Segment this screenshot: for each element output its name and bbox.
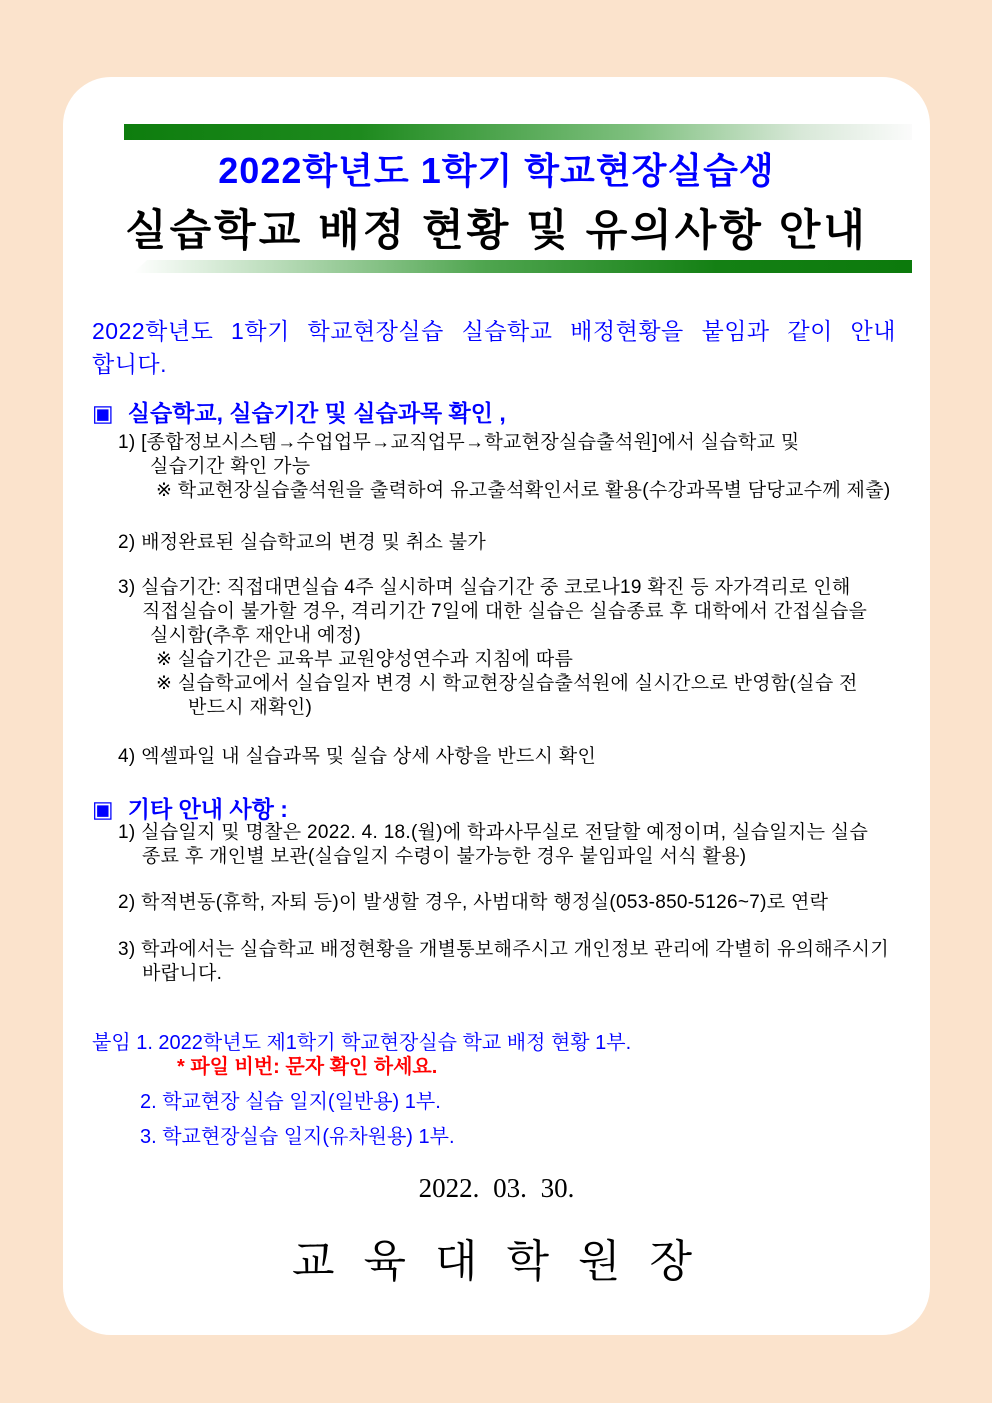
notice-line: 직접실습이 불가할 경우, 격리기간 7일에 대한 실습은 실습종료 후 대학에서 간접실습을: [142, 601, 868, 622]
attachment-line-3-block: [92, 1125, 904, 1149]
notice-line: ※ 학교현장실습출석원을 출력하여 유고출석확인서로 활용(수강과목별 담당교수께 제출): [156, 480, 891, 501]
other-item-3: [92, 938, 904, 986]
notice-line: 반드시 재확인): [188, 697, 313, 718]
notice-line: 바랍니다.: [142, 963, 223, 984]
other-item-1: [92, 821, 904, 869]
list-item-3: [92, 576, 904, 720]
notice-line: 2) 배정완료된 실습학교의 변경 및 취소 불가: [118, 532, 487, 553]
other-item-2: [92, 891, 904, 915]
square-bullet-icon: ▣: [92, 796, 114, 822]
document-title-line1: 2022학년도 1학기 학교현장실습생: [218, 150, 775, 191]
notice-document-page: [63, 77, 930, 1335]
attachment-line-1: 붙임 1. 2022학년도 제1학기 학교현장실습 학교 배정 현황 1부.: [92, 1032, 632, 1054]
notice-line: 1) [종합정보시스템→수업업무→교직업무→학교현장실습출석원]에서 실습학교 및: [118, 432, 800, 453]
section-heading-practice-check: [92, 395, 904, 428]
section-heading-other-info: [92, 791, 904, 824]
notice-line: ※ 실습학교에서 실습일자 변경 시 학교현장실습출석원에 실시간으로 반영함(실습 전: [156, 673, 858, 694]
list-item-2: [92, 531, 904, 555]
notice-line: 종료 후 개인별 보관(실습일지 수령이 불가능한 경우 붙임파일 서식 활용): [142, 846, 747, 867]
notice-line: 3) 학과에서는 실습학교 배정현황을 개별통보해주시고 개인정보 관리에 각별히 유의해주시기: [118, 939, 889, 960]
document-date: 2022. 03. 30.: [418, 1173, 575, 1203]
notice-line: 실습기간 확인 가능: [150, 456, 311, 477]
green-divider-bottom: [133, 260, 912, 273]
notice-line: 1) 실습일지 및 명찰은 2022. 4. 18.(월)에 학과사무실로 전달할 예정이며, 실습일지는 실습: [118, 822, 869, 843]
list-item-1: [92, 431, 904, 503]
intro-paragraph: [92, 315, 904, 381]
file-password-note: * 파일 비번: 문자 확인 하세요.: [177, 1056, 438, 1078]
attachment-line-2: 2. 학교현장 실습 일지(일반용) 1부.: [140, 1091, 441, 1113]
attachments-list: [92, 1031, 904, 1079]
intro-line-1: 2022학년도 1학기 학교현장실습 실습학교 배정현황을 붙임과 같이 안내: [92, 318, 896, 344]
attachment-line-3: 3. 학교현장실습 일지(유차원용) 1부.: [140, 1126, 455, 1148]
section-heading-text: 실습학교, 실습기간 및 실습과목 확인 ,: [127, 400, 506, 426]
square-bullet-icon: ▣: [92, 400, 114, 426]
notice-line: 4) 엑셀파일 내 실습과목 및 실습 상세 사항을 반드시 확인: [118, 746, 597, 767]
document-title-line2: 실습학교 배정 현황 및 유의사항 안내: [125, 207, 868, 255]
intro-line-2: 합니다.: [92, 351, 168, 377]
notice-line: ※ 실습기간은 교육부 교원양성연수과 지침에 따름: [156, 649, 574, 670]
list-item-4: [92, 745, 904, 769]
attachment-line-2-block: [92, 1090, 904, 1114]
notice-line: 2) 학적변동(휴학, 자퇴 등)이 발생할 경우, 사범대학 행정실(053-850-5126~7)로 연락: [118, 892, 829, 913]
section-heading-text: 기타 안내 사항 :: [127, 796, 288, 822]
signature-dean-of-graduate-school: 교 육 대 학 원 장: [291, 1237, 702, 1286]
notice-line: 3) 실습기간: 직접대면실습 4주 실시하며 실습기간 중 코로나19 확진 등 자가격리로 인해: [118, 577, 851, 598]
green-divider-top: [124, 124, 912, 140]
notice-line: 실시함(추후 재안내 예정): [150, 625, 361, 646]
